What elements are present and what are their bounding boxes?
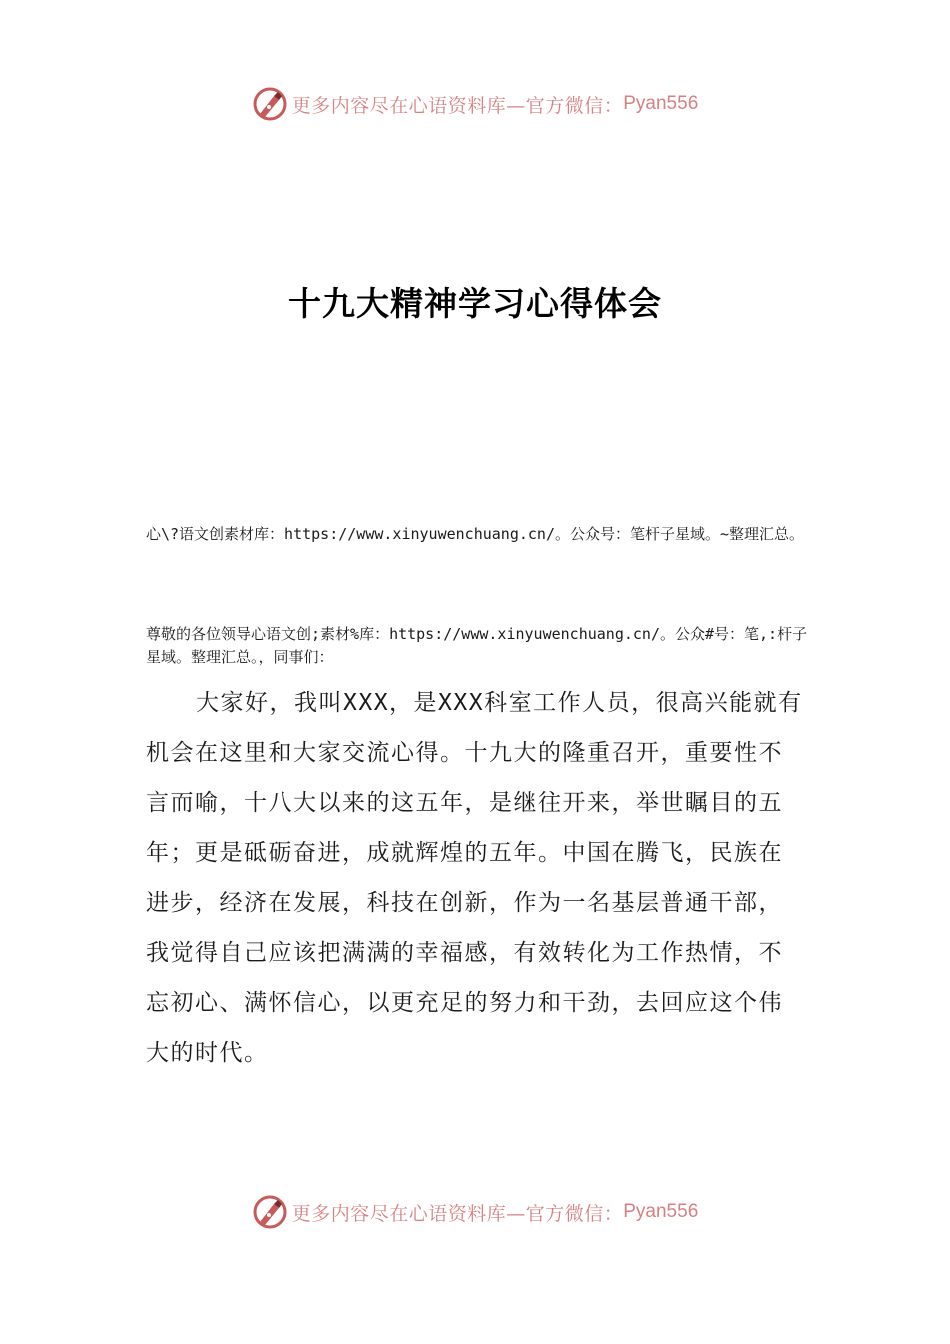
header-banner — [0, 82, 950, 126]
pen-nib-logo-icon — [252, 1194, 288, 1230]
pen-nib-logo-icon — [252, 86, 288, 122]
footer-banner-text: 更多内容尽在心语资料库—官方微信： — [291, 1202, 624, 1225]
body-paragraph: 大家好，我叫XXX，是XXX科室工作人员，很高兴能就有机会在这里和大家交流心得。十九大的隆重召开，重要性不言而喻，十八大以来的这五年，是继往开来，举世瞩目的五年；更是砥砺奋进，成就辉煌的五年。中国在腾飞，民族在进步，经济在发展，科技在创新，作为一名基层普通干部，我觉得自己应该把满满的幸福感，有效转化为工作热情，不忘初心、满怀信心，以更充足的努力和干劲，去回应这个伟大的时代。 — [146, 690, 803, 1066]
document-title: 十九大精神学习心得体会 — [288, 284, 662, 324]
salutation: 尊敬的各位领导心语文创;素材%库：https://www.xinyuwenchuang.cn/。公众#号：笔,:杆子星域。整理汇总。，同事们： — [146, 625, 808, 666]
header-banner-handle: Pyan556 — [623, 93, 699, 114]
header-banner-text: 更多内容尽在心语资料库—官方微信： — [291, 94, 624, 117]
footer-banner — [0, 1190, 950, 1234]
source-note: 心\?语文创素材库：https://www.xinyuwenchuang.cn/。公众号：笔杆子星域。~整理汇总。 — [146, 525, 805, 543]
footer-banner-handle: Pyan556 — [623, 1201, 699, 1222]
